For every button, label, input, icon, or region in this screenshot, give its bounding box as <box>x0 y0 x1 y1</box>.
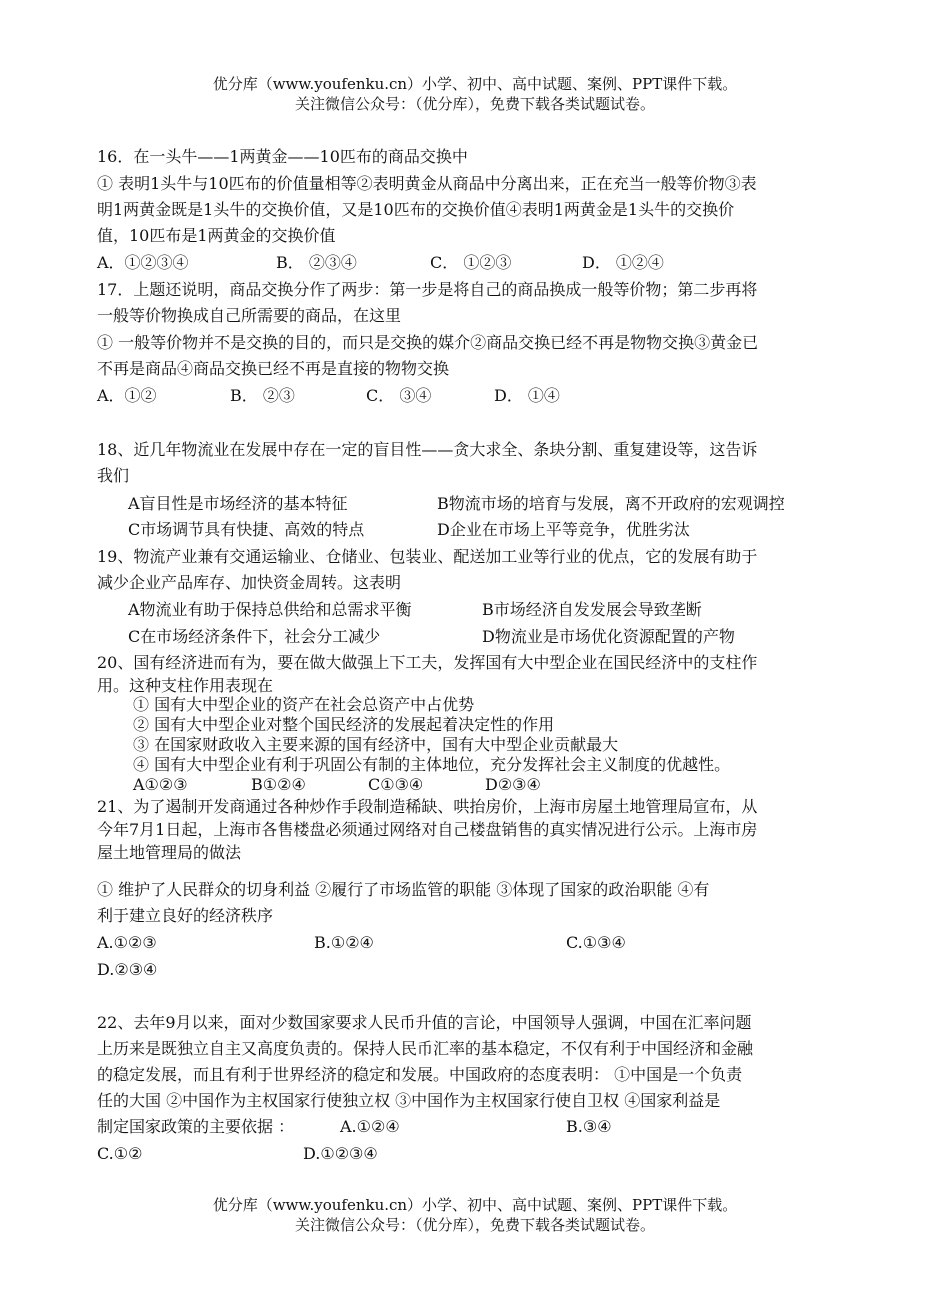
q20-stem-line-2: 用。这种支柱作用表现在 <box>97 676 274 695</box>
q18-option-a: A盲目性是市场经济的基本特征 <box>128 494 348 513</box>
q21-stem-line-3: 屋土地管理局的做法 <box>97 843 242 862</box>
q16-stem: 16．在一头牛——1两黄金——10匹布的商品交换中 <box>97 147 468 166</box>
q19-option-a: A物流业有助于保持总供给和总需求平衡 <box>128 600 412 619</box>
q17-option-d: D． ①④ <box>494 386 560 405</box>
q20-item-1: ① 国有大中型企业的资产在社会总资产中占优势 <box>133 695 475 714</box>
q21-body-line-1: ① 维护了人民群众的切身利益 ②履行了市场监管的职能 ③体现了国家的政治职能 ④有 <box>97 880 710 899</box>
q16-option-d: D． ①②④ <box>582 253 664 272</box>
q22-line-1: 22、去年9月以来，面对少数国家要求人民币升值的言论，中国领导人强调，中国在汇率问题 <box>97 1013 752 1032</box>
q16-option-c: C． ①②③ <box>430 253 512 272</box>
q18-stem-line-2: 我们 <box>97 466 130 485</box>
q16-body-line-2: 明1两黄金既是1头牛的交换价值，又是10匹布的交换价值④表明1两黄金是1头牛的交换价 <box>97 200 735 219</box>
q20-option-a: A①②③ <box>133 775 188 794</box>
q17-stem-line-2: 一般等价物换成自己所需要的商品，在这里 <box>97 306 402 325</box>
q17-body-line-2: 不再是商品④商品交换已经不再是直接的物物交换 <box>97 359 450 378</box>
q21-option-b: B.①②④ <box>314 933 374 952</box>
q21-option-a: A.①②③ <box>97 933 157 952</box>
q22-line-3: 的稳定发展，而且有利于世界经济的稳定和发展。中国政府的态度表明： ①中国是一个负责 <box>97 1065 743 1084</box>
q16-option-b: B． ②③④ <box>276 253 357 272</box>
q17-option-b: B． ②③ <box>230 386 295 405</box>
q21-stem-line-1: 21、为了遏制开发商通过各种炒作手段制造稀缺、哄抬房价，上海市房屋土地管理局宣布，从 <box>97 797 758 816</box>
q21-body-line-2: 利于建立良好的经济秩序 <box>97 906 274 925</box>
header-line-2: 关注微信公众号：（优分库），免费下载各类试题试卷。 <box>294 95 655 113</box>
q22-option-c: C.①② <box>97 1144 143 1163</box>
q18-stem-line-1: 18、近几年物流业在发展中存在一定的盲目性——贪大求全、条块分割、重复建设等，这告诉 <box>97 440 758 459</box>
q22-line-2: 上历来是既独立自主又高度负责的。保持人民币汇率的基本稳定，不仅有利于中国经济和金融 <box>97 1039 754 1058</box>
q20-item-4: ④ 国有大中型企业有利于巩固公有制的主体地位，充分发挥社会主义制度的优越性。 <box>133 755 731 774</box>
q22-option-a: A.①②④ <box>340 1117 400 1136</box>
q18-option-d: D企业在市场上平等竞争，优胜劣汰 <box>437 520 690 539</box>
q22-line-4: 任的大国 ②中国作为主权国家行使独立权 ③中国作为主权国家行使自卫权 ④国家利益是 <box>97 1091 721 1110</box>
q17-stem-line-1: 17．上题还说明，商品交换分作了两步：第一步是将自己的商品换成一般等价物；第二步再将 <box>97 280 758 299</box>
q20-item-2: ② 国有大中型企业对整个国民经济的发展起着决定性的作用 <box>133 715 555 734</box>
q20-stem-line-1: 20、国有经济进而有为，要在做大做强上下工夫，发挥国有大中型企业在国民经济中的支柱作 <box>97 653 758 672</box>
footer-line-1: 优分库（www.youfenku.cn）小学、初中、高中试题、案例、PPT课件下载。 <box>212 1196 738 1214</box>
q21-stem-line-2: 今年7月1日起，上海市各售楼盘必须通过网络对自己楼盘销售的真实情况进行公示。上海市房 <box>97 820 758 839</box>
q22-line-5: 制定国家政策的主要依据 ： <box>97 1117 295 1136</box>
footer-line-2: 关注微信公众号：（优分库），免费下载各类试题试卷。 <box>294 1216 655 1234</box>
q18-option-c: C市场调节具有快捷、高效的特点 <box>128 520 365 539</box>
q16-body-line-3: 值，10匹布是1两黄金的交换价值 <box>97 226 336 245</box>
q20-option-b: B①②④ <box>251 775 306 794</box>
q20-item-3: ③ 在国家财政收入主要来源的国有经济中，国有大中型企业贡献最大 <box>133 735 619 754</box>
q19-option-d: D物流业是市场优化资源配置的产物 <box>482 627 735 646</box>
q17-option-c: C． ③④ <box>366 386 432 405</box>
q17-option-a: A．①② <box>97 386 157 405</box>
q22-option-d: D.①②③④ <box>303 1144 378 1163</box>
q17-body-line-1: ① 一般等价物并不是交换的目的，而只是交换的媒介②商品交换已经不再是物物交换③黄金已 <box>97 333 759 352</box>
q22-option-b: B.③④ <box>566 1117 612 1136</box>
q21-option-c: C.①③④ <box>566 933 626 952</box>
q19-stem-line-1: 19、物流产业兼有交通运输业、仓储业、包装业、配送加工业等行业的优点，它的发展有助于 <box>97 547 758 566</box>
q20-option-c: C①③④ <box>368 775 424 794</box>
q19-stem-line-2: 减少企业产品库存、加快资金周转。这表明 <box>97 573 402 592</box>
q20-option-d: D②③④ <box>485 775 541 794</box>
q18-option-b: B物流市场的培育与发展，离不开政府的宏观调控 <box>437 494 785 513</box>
header-line-1: 优分库（www.youfenku.cn）小学、初中、高中试题、案例、PPT课件下载。 <box>212 75 738 93</box>
q19-option-c: C在市场经济条件下，社会分工减少 <box>128 627 381 646</box>
q21-option-d: D.②③④ <box>97 960 158 979</box>
q16-body-line-1: ① 表明1头牛与10匹布的价值量相等②表明黄金从商品中分离出来，正在充当一般等价物③表 <box>97 174 757 193</box>
q19-option-b: B市场经济自发发展会导致垄断 <box>482 600 702 619</box>
q16-option-a: A．①②③④ <box>97 253 189 272</box>
